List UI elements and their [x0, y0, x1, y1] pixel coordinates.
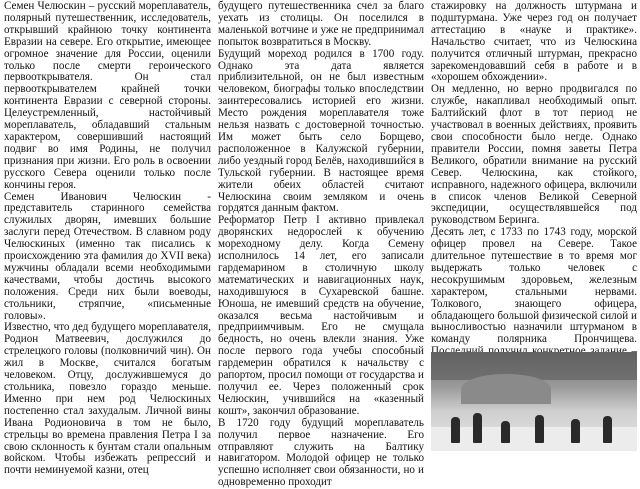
paragraph: Десять лет, с 1733 по 1743 году, морской офицер провел на Севере. Такое длительное путешествие в то время мог выдержать только человек с несокрушимым здоровьем, железным характером, стальными нервами. Толкового, знающего офицера, обладающего большой физической силой и выносливостью назначили штурманом в команду полярника Прончищева.	[431, 226, 637, 346]
paragraph: Известно, что дед будущего мореплавателя, Родион Матвеевич, дослужился до стрелецкого головы (полковничий чин). Он жил в Москве, считался богатым человеком. Отцу, дослужившемуся до стольника, повезло гораздо меньше. Именно при нем род Челюскиных постепенно стал захудалым. Личной вины Ивана Родионовича в том не было, стрельцы во времена правления Петра I за свою склонность к бунтам стали опальным войском. Чтобы избежать репрессий и почти неминуемой казни, отец	[4, 321, 211, 477]
text-column-1	[4, 1, 211, 477]
paragraph: Реформатор Петр I активно привлекал дворянских недорослей к обучению мореходному делу. Когда Семену исполнилось 14 лет, его записали гардемарином в столичную школу математических и навигационных наук, находившуюся в Сухаревской башне. Юноша, не имевший средств на обучение, оказался весьма настойчивым и предприимчивым. Его не смущала бедность, но очень влекли знания. Уже после первого года учебы способный гардемерин обратился к начальству с рапортом, просил помощи от государства и получил ее. Через положенный срок Челюскин, учившийся на «казенный кошт», закончил образование.	[218, 214, 424, 417]
paragraph: Семен Челюскин – русский мореплаватель, полярный путешественник, исследователь, открывший крайнюю точку континента Евразии на севере. Его открытие, имеющее огромное значение для России, оценили только после смерти героического первооткрывателя. Он стал первооткрывателем крайней точки континента Евразии с северной стороны. Целеустремленный, настойчивый мореплаватель, обладавший стальным характером, совершивший настоящий подвиг во имя Родины, не получил признания при жизни. Его роль в освоении русского Севера оценили только после кончины героя.	[4, 0, 211, 191]
paragraph: Семен Иванович Челюскин - представитель старинного семейства служилых дворян, имевших большие заслуги перед Отечеством. В славном роду Челюскиных (именно так писались к происхождению эта фамилия до XVII века) мужчины обладали всеми необходимыми качествами, чтобы достичь высокого положения. Среди них были воеводы, стольники, стряпчие, «письменные головы».	[4, 190, 211, 322]
paragraph: В 1720 году будущий мореплаватель получил первое назначение. Его отправляют служить на Балтику навигатором. Молодой офицер не только успешно исполняет свои обязанности, но и одновременно проходит	[218, 416, 424, 489]
expedition-illustration	[431, 352, 637, 451]
text-column-2	[218, 1, 424, 489]
paragraph: Он медленно, но верно продвигался по службе, накапливал необходимый опыт. Балтийский флот в тот период не участвовал в военных действиях, проявить свои способности было негде. Однако правители России, помня заветы Петра Великого, обратили внимание на русский Север. Челюскина, как стойкого, исправного, надежного офицера, включили в список членов Великой Северной экспедиции, осуществлявшейся под руководством Беринга.	[431, 83, 637, 227]
paragraph: Будущий мореход родился в 1700 году. Однако эта дата является приблизительной, он не был известным человеком, биографы только впоследствии заинтересовались историей его жизни. Место рождения мореплавателя тоже нельзя назвать с достоверной точностью. Им может быть село Борщево, расположенное в Калужской губернии, либо уездный город Белёв, находившийся в Тульской губернии. В настоящее время жители обеих областей считают Челюскина своим земляком и очень гордятся данным фактом.	[218, 47, 424, 215]
paragraph: стажировку на должность штурмана и подштурмана. Уже через год он получает аттестацию в «науке и практике». Начальство считает, что из Челюскина получится отличный штурман, прекрасно зарекомендовавший себя в работе и в «хорошем обхождении».	[431, 0, 637, 84]
text-column-3	[431, 1, 637, 394]
paragraph: будущего путешественника счел за благо уехать из столицы. Он поселился в маленькой вотчине и уже не предпринимал попыток возвратиться в Москву.	[218, 0, 424, 48]
